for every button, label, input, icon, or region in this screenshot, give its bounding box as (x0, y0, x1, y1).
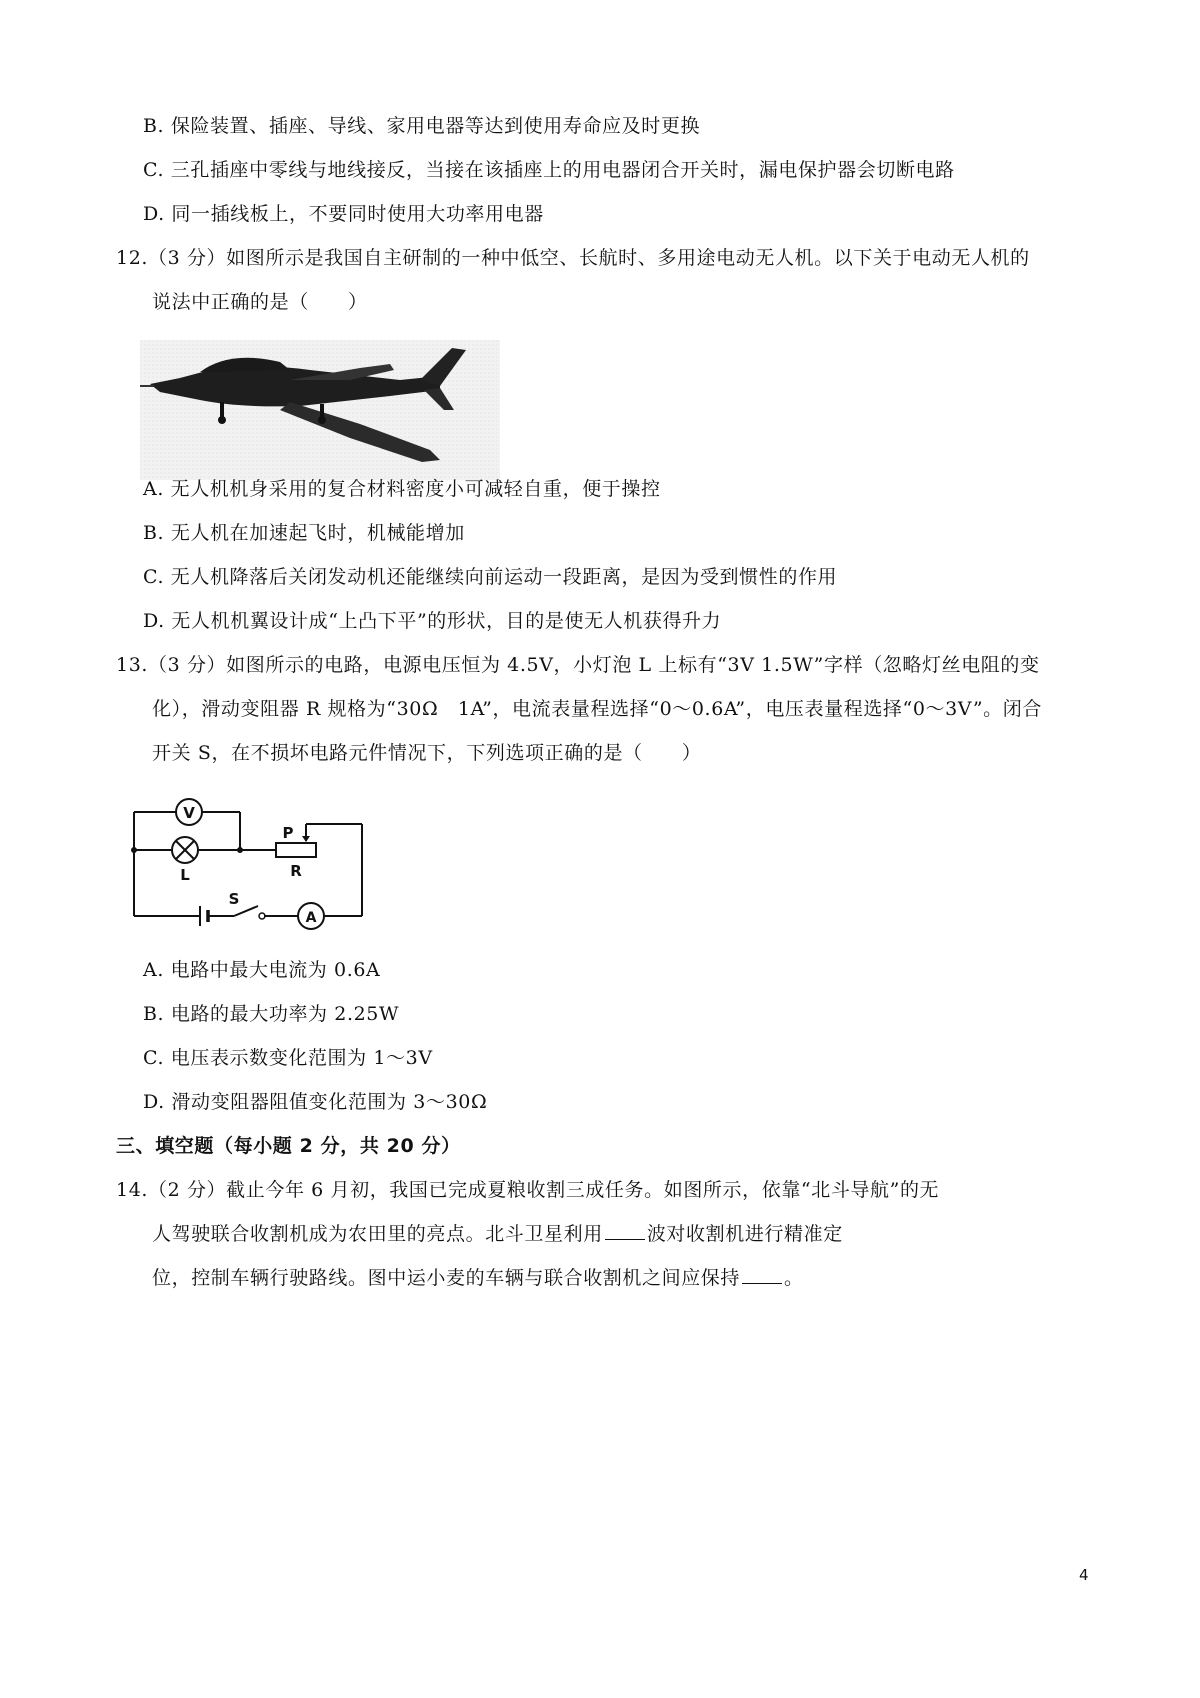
voltmeter-label: V (183, 804, 195, 822)
q12-stem-line2: 说法中正确的是（ ） (152, 291, 368, 313)
q12-option-d: D. 无人机机翼设计成“上凸下平”的形状，目的是使无人机获得升力 (143, 610, 722, 632)
fill-blank-2[interactable] (742, 1265, 782, 1284)
q14-line2-before-blank: 人驾驶联合收割机成为农田里的亮点。北斗卫星利用 (152, 1223, 603, 1245)
q12-option-b: B. 无人机在加速起飞时，机械能增加 (143, 522, 465, 544)
slider-label: P (282, 824, 294, 842)
q13-stem-line2: 化），滑动变阻器 R 规格为“30Ω 1A”，电流表量程选择“0～0.6A”，电压表量程选择“0～3V”。闭合 (152, 698, 1042, 720)
resistor-label: R (290, 862, 302, 880)
page-number: 4 (1079, 1566, 1089, 1584)
section-title: 三、填空题（每小题 2 分，共 20 分） (116, 1135, 461, 1157)
q12-option-a: A. 无人机机身采用的复合材料密度小可减轻自重，便于操控 (143, 478, 661, 500)
lamp-label: L (180, 866, 190, 884)
q13-option-c: C. 电压表示数变化范围为 1～3V (143, 1047, 433, 1069)
fill-blank-1[interactable] (605, 1221, 645, 1240)
q13-stem-line3: 开关 S，在不损坏电路元件情况下，下列选项正确的是（ ） (152, 742, 702, 764)
q14-line3-after-blank: 。 (784, 1267, 804, 1289)
q11-option-b: B. 保险装置、插座、导线、家用电器等达到使用寿命应及时更换 (143, 115, 701, 137)
q13-option-d: D. 滑动变阻器阻值变化范围为 3～30Ω (143, 1091, 488, 1113)
q13-stem-line1: 13.（3 分）如图所示的电路，电源电压恒为 4.5V，小灯泡 L 上标有“3V 1.5W”字样（忽略灯丝电阻的变 (116, 654, 1040, 676)
ammeter-label: A (305, 910, 317, 926)
q13-option-a: A. 电路中最大电流为 0.6A (143, 959, 381, 981)
switch-label: S (228, 890, 240, 908)
q12-option-c: C. 无人机降落后关闭发动机还能继续向前运动一段距离，是因为受到惯性的作用 (143, 566, 838, 588)
q13-option-b: B. 电路的最大功率为 2.25W (143, 1003, 400, 1025)
q14-line3-before-blank: 位，控制车辆行驶路线。图中运小麦的车辆与联合收割机之间应保持 (152, 1267, 741, 1289)
q14-stem-line1: 14.（2 分）截止今年 6 月初，我国已完成夏粮收割三成任务。如图所示，依靠“北斗导航”的无 (116, 1179, 940, 1201)
q14-stem-line2 (152, 1221, 843, 1247)
q11-option-d: D. 同一插线板上，不要同时使用大功率用电器 (143, 203, 544, 225)
q11-option-c: C. 三孔插座中零线与地线接反，当接在该插座上的用电器闭合开关时，漏电保护器会切断电路 (143, 159, 955, 181)
q14-stem-line3 (152, 1265, 804, 1291)
q12-stem-line1: 12.（3 分）如图所示是我国自主研制的一种中低空、长航时、多用途电动无人机。以下关于电动无人机的 (116, 247, 1030, 269)
drone-image (140, 340, 500, 480)
circuit-diagram (130, 790, 400, 940)
q14-line2-after-blank: 波对收割机进行精准定 (646, 1223, 843, 1245)
